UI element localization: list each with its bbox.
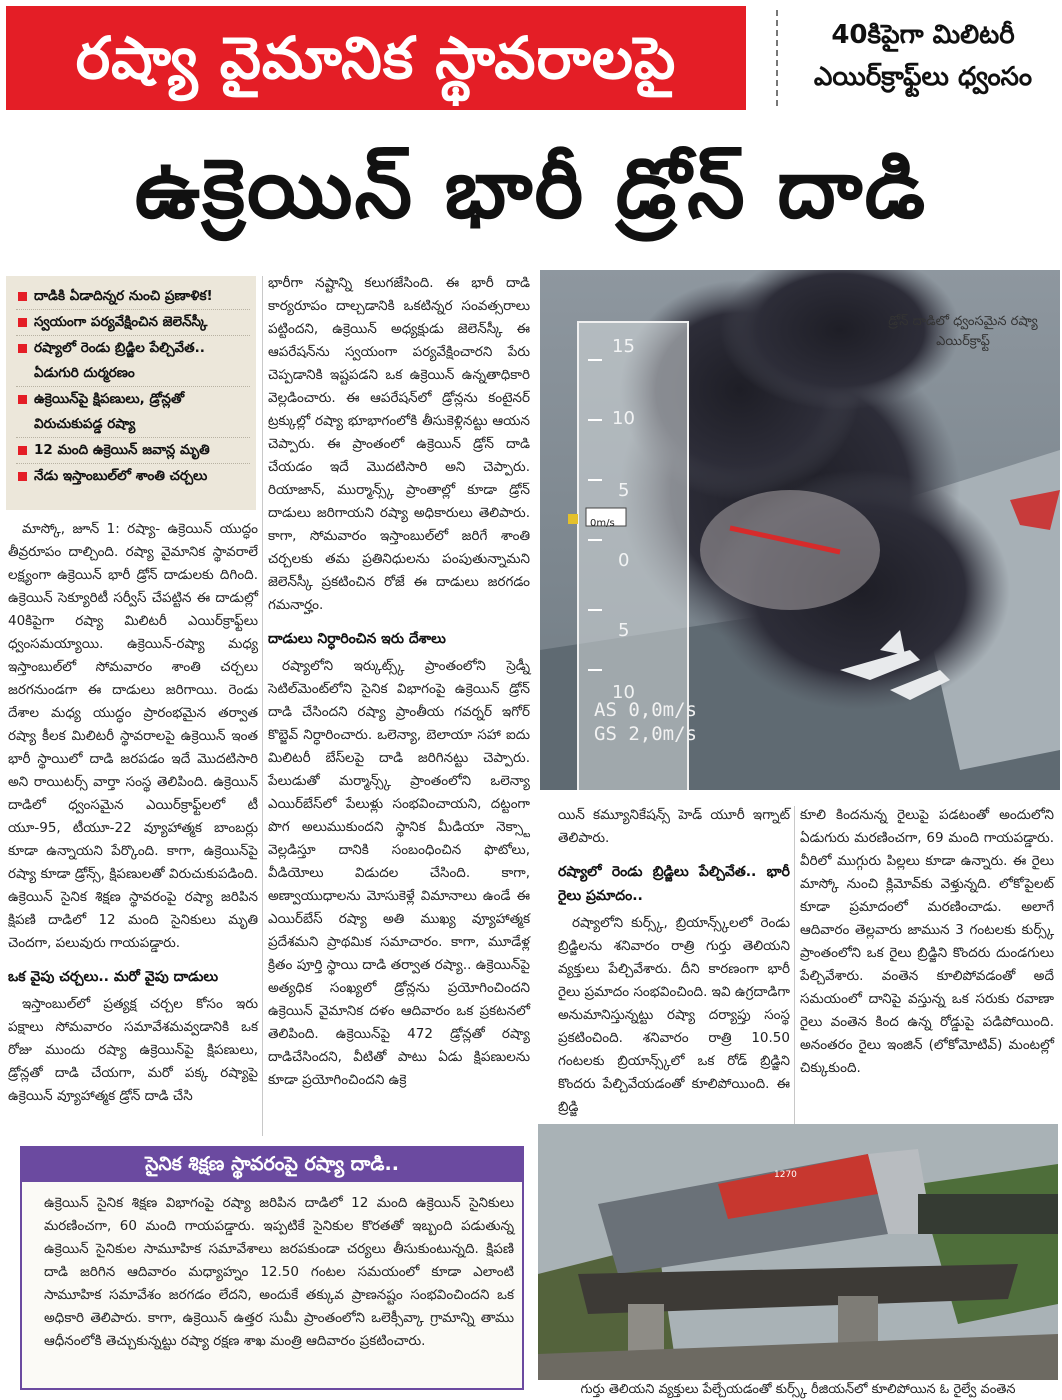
bridge-collapse-illustration [538, 1124, 1058, 1380]
highlight-item: నేడు ఇస్తాంబుల్‌లో శాంతి చర్చలు [16, 464, 250, 489]
article-column-4 [800, 804, 1054, 1080]
article-subhead: రష్యాలో రెండు బ్రిడ్జిలు పేల్చివేత.. భారీ రైలు ప్రమాదం.. [558, 864, 790, 904]
hud-groundspeed: GS 2,0m/s [594, 723, 697, 745]
article-subhead: దాడులు నిర్ధారించిన ఇరు దేశాలు [268, 631, 446, 647]
hud-airspeed: AS 0,0m/s [594, 699, 697, 721]
hud-tick: 10 [612, 408, 635, 429]
photo-caption: గుర్తు తెలియని వ్యక్తులు పేల్చేయడంతో కుర్స్క్ రీజియన్‌లో కూలిపోయిన ఓ రైల్వే వంతెన [580, 1382, 1016, 1397]
article-paragraph: భారీగా నష్టాన్ని కలుగజేసింది. ఈ భారీ దాడి కార్యరూపం దాల్చడానికి ఒకటిన్నర సంవత్సరాలు పట్టిందని, ఉక్రెయిన్ అధ్యక్షుడు జెలెన్‌స్కీ ఈ ఆపరేషన్‌ను స్వయంగా పర్యవేక్షించారని పేరు చెప్పడానికి ఇష్టపడని ఒక ఉక్రెయిన్ ఉన్నతాధికారి వెల్లడించారు. ఈ ఆపరేషన్‌లో డ్రోన్లను కంటైనర్ ట్రక్కుల్లో రష్యా భూభాగంలోకి తీసుకెళ్లినట్టు ఆయన చెప్పారు. ఈ ప్రాంతంలో ఉక్రెయిన్ డ్రోన్ దాడి చేయడం ఇదే మొదటిసారి అని చెప్పారు. రియాజాన్, ముర్మాన్స్క్ ప్రాంతాల్లో కూడా డ్రోన్ దాడులు జరిగాయని రష్యా అధికారులు తెలిపారు. కాగా, సోమవారం ఇస్తాంబుల్‌లో జరిగే శాంతి చర్చలకు తమ ప్రతినిధులను పంపుతున్నామని జెలెన్‌స్కీ ప్రకటించిన రోజే ఈ దాడులు జరగడం గమనార్హం. [268, 275, 530, 613]
article-paragraph: ఇస్తాంబుల్‌లో ప్రత్యక్ష చర్చల కోసం ఇరు పక్షాలు సోమవారం సమావేశమవ్వడానికి ఒక రోజు ముందు రష్యా ఉక్రెయిన్‌పై క్షిపణులు, డ్రోన్లతో దాడి చేయగా, మరో పక్క రష్యాపై ఉక్రెయిన్ వ్యూహాత్మక డ్రోన్ దాడి చేసి [8, 996, 258, 1104]
hud-tick: 5 [618, 620, 630, 641]
hud-tick: 5 [618, 480, 630, 501]
article-paragraph: మాస్కో, జూన్ 1: రష్యా- ఉక్రెయిన్ యుద్ధం తీవ్రరూపం దాల్చింది. రష్యా వైమానిక స్థావరాలే లక్ష్యంగా ఉక్రెయిన్ భారీ డ్రోన్ దాడులకు దిగింది. ఉక్రెయిన్ సెక్యూరిటీ సర్వీస్ చేపట్టిన ఈ దాడుల్లో 40కిపైగా రష్యా మిలిటరీ ఎయిర్‌క్రాఫ్ట్‌లు ధ్వంసమయ్యాయి. ఉక్రెయిన్-రష్యా మధ్య ఇస్తాంబుల్‌లో సోమవారం శాంతి చర్చలు జరగనుండగా ఈ దాడులు జరిగాయి. రెండు దేశాల మధ్య యుద్ధం ప్రారంభమైన తర్వాత రష్యా కీలక మిలిటరీ స్థావరాలపై ఉక్రెయిన్ ఇంత భారీ స్థాయిలో దాడి జరపడం ఇదే మొదటిసారి అని రాయిటర్స్ వార్తా సంస్థ తెలిపింది. ఉక్రెయిన్ దాడిలో ధ్వంసమైన ఎయిర్‌క్రాఫ్ట్‌లలో టీ యూ-95, టీయూ-22 వ్యూహాత్మక బాంబర్లు కూడా ఉన్నాయని పేర్కొంది. కాగా, ఉక్రెయిన్‌పై రష్యా కూడా డ్రోన్స్, క్షిపణులతో విరుచుకుపడింది. ఉక్రెయిన్ సైనిక శిక్షణ స్థావరంపై రష్యా జరిపిన క్షిపణి దాడిలో 12 మంది సైనికులు మృతి చెందగా, పలువురు గాయపడ్డారు. [8, 521, 258, 951]
hud-tick: 0 [618, 550, 630, 571]
article-paragraph: రష్యాలోని కుర్స్క్, బ్రియాన్స్క్‌లలో రెండు బ్రిడ్జిలను శనివారం రాత్రి గుర్తు తెలియని వ్యక్తులు పేల్చివేశారు. దీని కారణంగా భారీ రైలు ప్రమాదం సంభవించింది. ఇవి ఉగ్రదాడిగా అనుమానిస్తున్నట్టు రష్యా దర్యాప్తు సంస్థ ప్రకటించింది. శనివారం రాత్రి 10.50 గంటలకు బ్రియాన్స్క్‌లో ఒక రోడ్ బ్రిడ్జిని కొందరు పేల్చివేయడంతో కూలిపోయింది. ఈ బ్రిడ్జి [558, 915, 790, 1115]
article-column-2 [268, 272, 530, 1092]
hud-unit: 0m/s [590, 518, 615, 529]
side-headline: 40కిపైగా మిలిటరీ ఎయిర్‌క్రాఫ్ట్‌లు ధ్వంసం [813, 20, 1033, 92]
kicker-banner [6, 6, 746, 110]
header-divider [776, 10, 778, 106]
article-subhead: ఒక వైపు చర్చలు.. మరో వైపు దాడులు [8, 969, 219, 985]
highlight-item: దాడికి ఏడాదిన్నర నుంచి ప్రణాళిక! [16, 284, 250, 310]
highlight-item: రష్యాలో రెండు బ్రిడ్జిల పేల్చివేత.. ఏడుగురి దుర్మరణం [16, 336, 250, 387]
highlight-item: ఉక్రెయిన్‌పై క్షిపణులు, డ్రోన్లతో విరుచుకుపడ్డ రష్యా [16, 387, 250, 438]
bridge-collapse-photo [538, 1124, 1058, 1380]
column-rule [794, 806, 795, 1126]
hud-speed-readout [594, 698, 697, 746]
loco-number: 1270 [774, 1170, 797, 1180]
column-rule [262, 276, 263, 1136]
highlight-item: స్వయంగా పర్యవేక్షించిన జెలెన్‌స్కీ [16, 310, 250, 336]
highlights-box [6, 276, 256, 510]
hud-tick: 15 [612, 336, 635, 357]
hud-tick: 10 [612, 682, 635, 703]
sidebar-title: సైనిక శిక్షణ స్థావరంపై రష్యా దాడి.. [145, 1153, 399, 1175]
sidebar-body: ఉక్రెయిన్ సైనిక శిక్షణ విభాగంపై రష్యా జరిపిన దాడిలో 12 మంది ఉక్రెయిన్ సైనికులు మరణించగా, 60 మంది గాయపడ్డారు. ఇప్పటికే సైనికుల కొరతతో ఇబ్బంది పడుతున్న ఉక్రెయిన్ సైనికుల సామూహిక సమావేశాలు జరపకుండా చర్యలు తీసుకుంటున్నది. క్షిపణి దాడి జరిగిన ఆదివారం మధ్యాహ్నం 12.50 గంటల సమయంలో కూడా ఎలాంటి సామూహిక సమావేశం జరగడం లేదని, అందుకే తక్కువ ప్రాణనష్టం సంభవించిందని ఒక అధికారి తెలిపారు. కాగా, ఉక్రెయిన్ ఉత్తర సుమీ ప్రాంతంలోని ఒలెక్సీవ్కా గ్రామాన్ని తాము ఆధీనంలోకి తెచ్చుకున్నట్టు రష్యా రక్షణ శాఖ మంత్రి ఆదివారం ప్రకటించారు. [44, 1195, 514, 1349]
article-column-1 [8, 518, 258, 1108]
kicker-text: రష్యా వైమానిక స్థావరాలపై [75, 24, 677, 92]
article-paragraph: రష్యాలోని ఇర్కుట్స్క్ ప్రాంతంలోని స్రెడ్నీ సెటిల్‌మెంట్‌లోని సైనిక విభాగంపై ఉక్రెయిన్ డ్రోన్ దాడి చేసిందని రష్యా ప్రాంతీయ గవర్నర్ ఇగోర్ కొబ్జెవ్ నిర్ధారించారు. ఒలెన్యా, బెలాయా సహా ఐదు మిలిటరీ బేస్‌లపై దాడి జరిగినట్టు చెప్పారు. పేలుడుతో మర్మాన్స్క్ ప్రాంతంలోని ఒలెన్యా ఎయిర్‌బేస్‌లో పేలుళ్లు సంభవించాయని, దట్టంగా పొగ అలుముకుందని స్థానిక మీడియా నెక్స్టా వెల్లడిస్తూ దానికి సంబంధించిన ఫొటోలు, వీడియోలు విడుదల చేసింది. కాగా, అణ్వాయుధాలను మోసుకెళ్లే విమానాలు ఉండే ఈ ఎయిర్‌బేస్ రష్యా అతి ముఖ్య వ్యూహాత్మక ప్రదేశమని ప్రాథమిక సమాచారం. కాగా, మూడేళ్ల క్రితం పూర్తి స్థాయి దాడి తర్వాత రష్యా.. ఉక్రెయిన్‌పై అత్యధిక సంఖ్యలో డ్రోన్లను ప్రయోగించిందని ఉక్రెయిన్ వైమానిక దళం ఆదివారం ఒక ప్రకటనలో తెలిపింది. ఉక్రెయిన్‌పై 472 డ్రోన్లతో రష్యా దాడిచేసిందని, వీటితో పాటు ఏడు క్షిపణులను కూడా ప్రయోగించిందని ఉక్రె [268, 658, 530, 1088]
highlight-item: 12 మంది ఉక్రెయిన్ జవాన్ల మృతి [16, 438, 250, 464]
main-headline: ఉక్రెయిన్ భారీ డ్రోన్ దాడి [134, 142, 928, 237]
article-paragraph: యిన్ కమ్యూనికేషన్స్ హెడ్ యూరీ ఇగ్నాట్ తెలిపారు. [558, 807, 790, 846]
article-column-3 [558, 804, 790, 1119]
article-paragraph: కూలి కిందనున్న రైలుపై పడటంతో అందులోని ఏడుగురు మరణించగా, 69 మంది గాయపడ్డారు. వీరిలో ముగ్గురు పిల్లలు కూడా ఉన్నారు. ఈ రైలు మాస్కో నుంచి క్లిమోవ్‌కు వెళ్తున్నది. లోకోపైలట్ కూడా ప్రమాదంలో మరణించాడు. అలాగే ఆదివారం తెల్లవారు జామున 3 గంటలకు కుర్స్క్ ప్రాంతంలోని ఒక రైలు బ్రిడ్జిని కొందరు దుండగులు పేల్చివేశారు. వంతెన కూలిపోవడంతో అదే సమయంలో దానిపై వస్తున్న ఒక సరుకు రవాణా రైలు వంతెన కింద ఉన్న రోడ్డుపై పడిపోయింది. అనంతరం రైలు ఇంజిన్ (లోకోమోటివ్) మంటల్లో చిక్కుకుంది. [800, 807, 1054, 1076]
photo-caption: డ్రోన్ దాడిలో ధ్వంసమైన రష్యా ఎయిర్‌క్రాఫ్ట్‌ [888, 314, 1038, 349]
